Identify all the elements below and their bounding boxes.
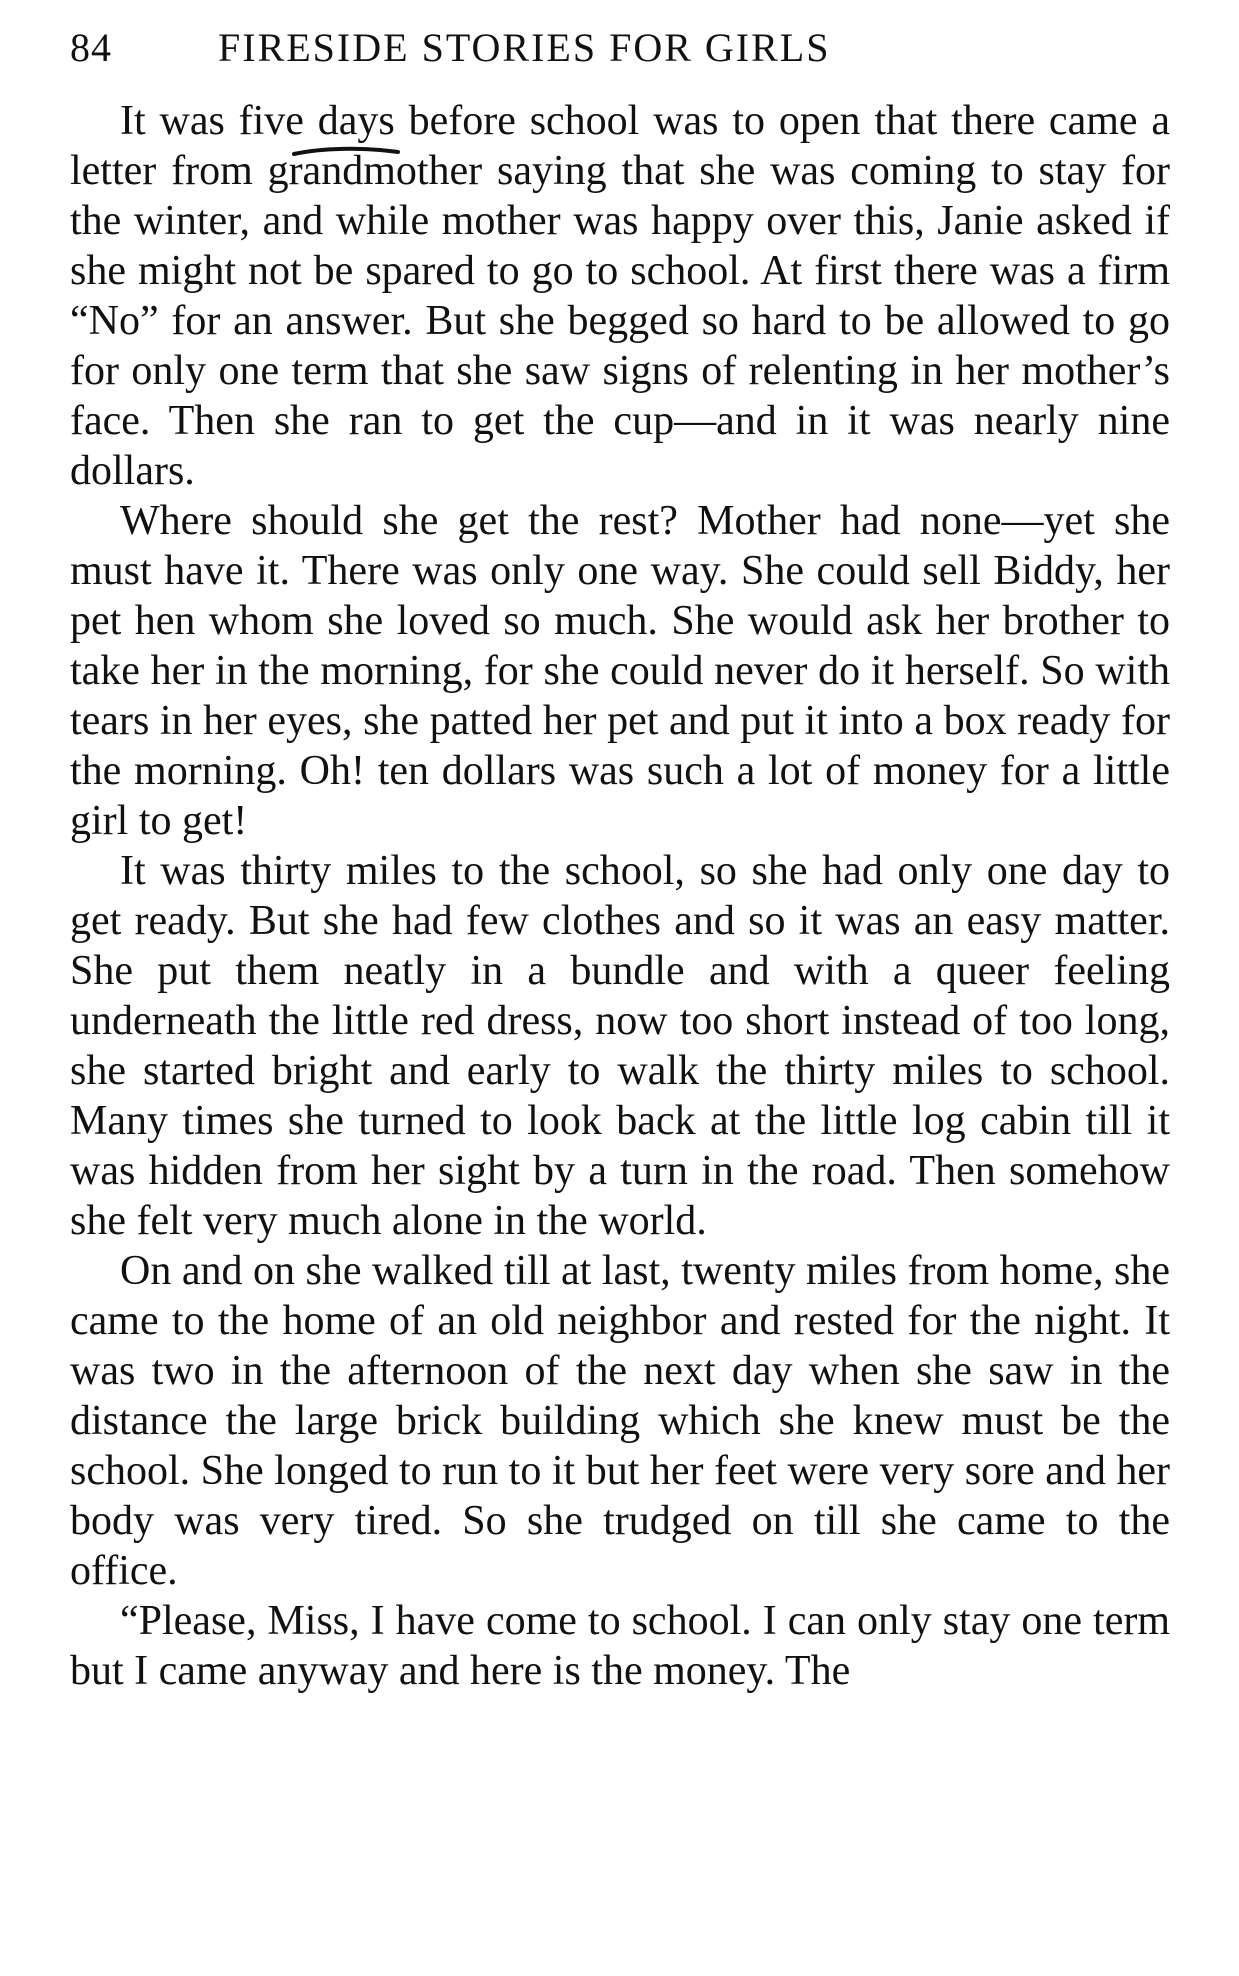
page-number: 84: [70, 25, 112, 70]
paragraph: “Please, Miss, I have come to school. I can only stay one term but I came anyway and here is the money. The: [70, 1598, 1170, 1694]
paragraph: It was five days before school was to open that there came a letter from grandmother saying that she was coming to stay for the winter, and while mother was happy over this, Janie asked if she might not be spared to go to school. At first there was a firm “No” for an answer. But she begged so hard to be allowed to go for only one term that she saw signs of relenting in her mother’s face. Then she ran to get the cup—and in it was nearly nine dollars.: [70, 98, 1170, 494]
book-page: [70, 24, 1170, 1696]
pen-underline-mark: [292, 146, 402, 158]
running-title: FIRESIDE STORIES FOR GIRLS: [218, 25, 831, 70]
body-text: [70, 96, 1170, 1696]
running-head: [70, 24, 1170, 96]
paragraph: Where should she get the rest? Mother had none—yet she must have it. There was only one way. She could sell Biddy, her pet hen whom she loved so much. She would ask her brother to take her in the morning, for she could never do it herself. So with tears in her eyes, she patted her pet and put it into a box ready for the morning. Oh! ten dollars was such a lot of money for a little girl to get!: [70, 498, 1170, 844]
paragraph: It was thirty miles to the school, so she had only one day to get ready. But she had few clothes and so it was an easy matter. She put them neatly in a bundle and with a queer feeling underneath the little red dress, now too short instead of too long, she started bright and early to walk the thirty miles to school. Many times she turned to look back at the little log cabin till it was hidden from her sight by a turn in the road. Then somehow she felt very much alone in the world.: [70, 848, 1170, 1244]
paragraph: On and on she walked till at last, twenty miles from home, she came to the home of an old neighbor and rested for the night. It was two in the afternoon of the next day when she saw in the distance the large brick building which she knew must be the school. She longed to run to it but her feet were very sore and her body was very tired. So she trudged on till she came to the office.: [70, 1248, 1170, 1594]
